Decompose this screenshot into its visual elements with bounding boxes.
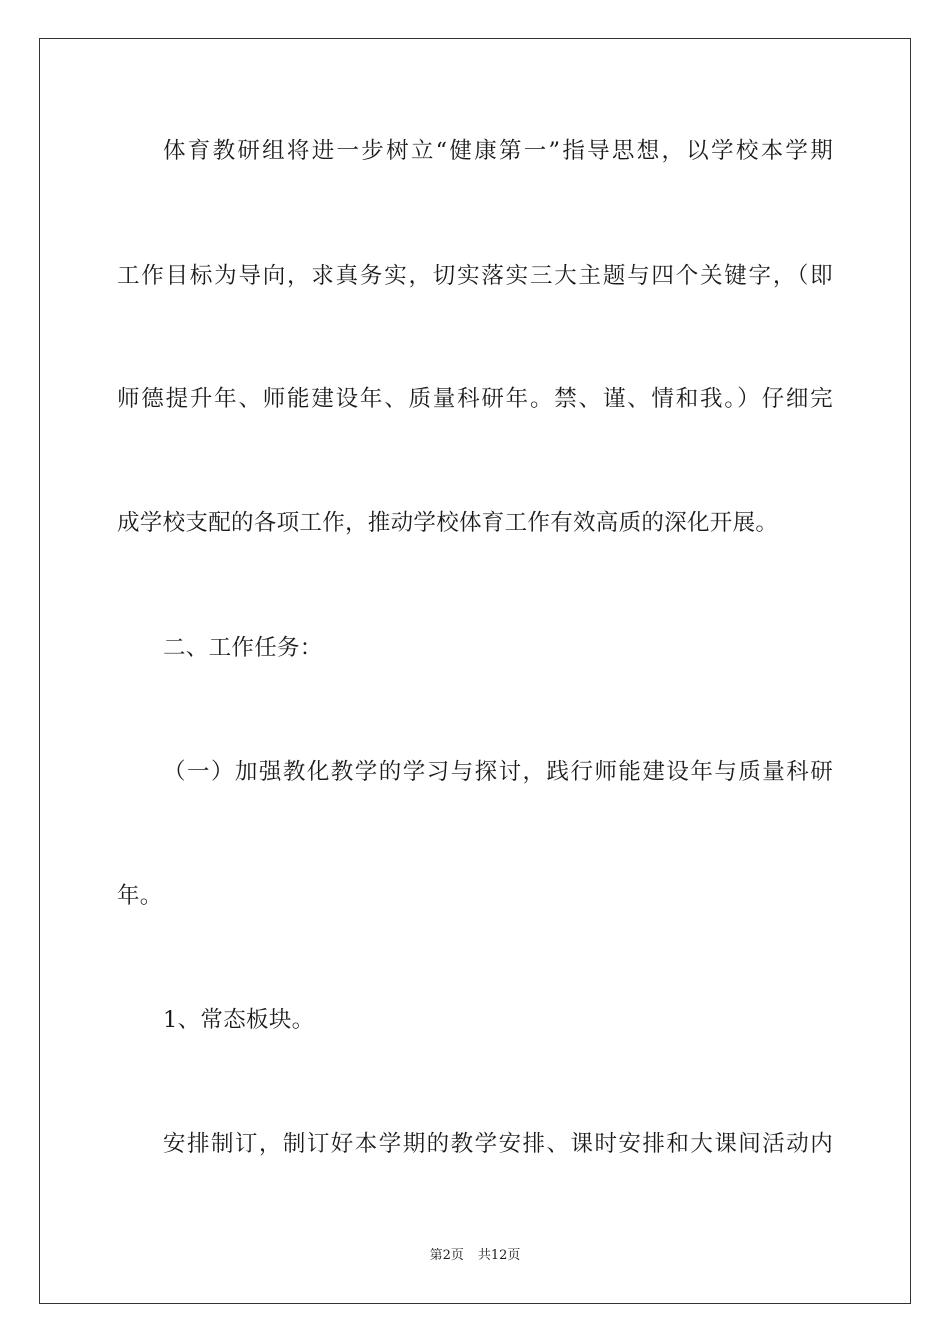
page-number: 第2页 bbox=[429, 1248, 464, 1263]
page-footer bbox=[0, 1247, 950, 1265]
paragraph-line-4: 成学校支配的各项工作，推动学校体育工作有效高质的深化开展。 bbox=[117, 510, 779, 536]
subsection-heading-line-2: 年。 bbox=[117, 883, 163, 909]
page-total: 共12页 bbox=[477, 1248, 521, 1263]
page-border bbox=[39, 38, 911, 1304]
paragraph-line-3: 师德提升年、师能建设年、质量科研年。禁、谨、情和我。）仔细完 bbox=[117, 386, 833, 412]
paragraph-line-5: 安排制订，制订好本学期的教学安排、课时安排和大课间活动内 bbox=[163, 1131, 833, 1157]
section-heading: 二、工作任务： bbox=[163, 635, 323, 661]
item-heading: 1、常态板块。 bbox=[163, 1007, 315, 1033]
subsection-heading-line-1: （一）加强教化教学的学习与探讨，践行师能建设年与质量科研 bbox=[163, 759, 833, 785]
paragraph-line-1: 体育教研组将进一步树立“健康第一”指导思想，以学校本学期 bbox=[163, 138, 833, 164]
paragraph-line-2: 工作目标为导向，求真务实，切实落实三大主题与四个关键字，（即 bbox=[117, 263, 833, 289]
